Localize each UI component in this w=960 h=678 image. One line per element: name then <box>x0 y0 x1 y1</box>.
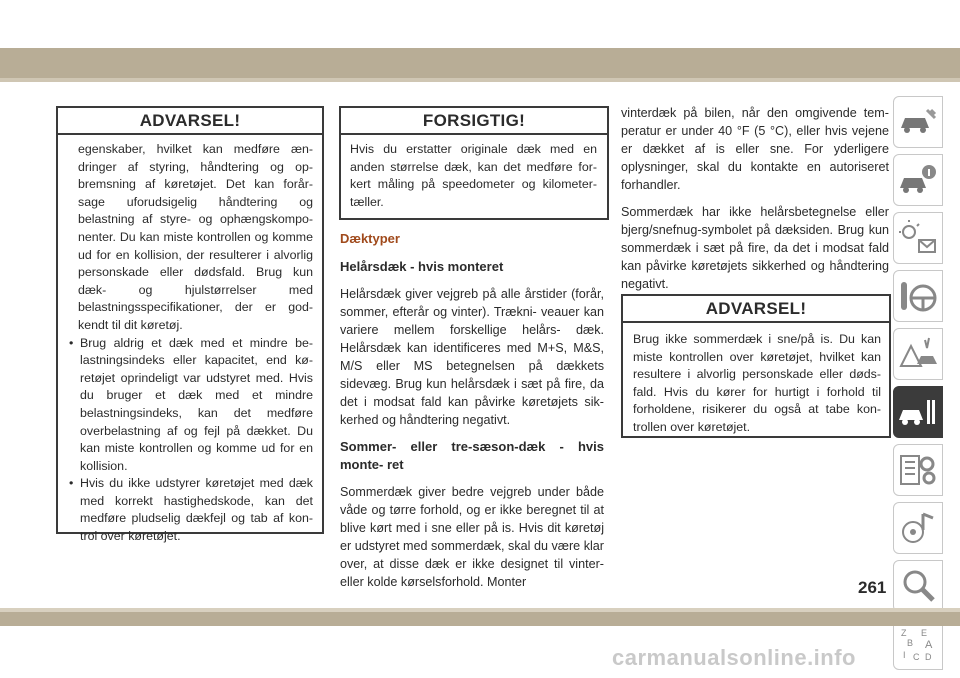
svg-text:A: A <box>925 639 933 651</box>
svg-text:Z: Z <box>901 628 907 638</box>
warning-title: ADVARSEL! <box>623 296 889 323</box>
tab-search[interactable] <box>893 560 943 612</box>
warning-body <box>58 135 322 552</box>
right-column <box>621 104 889 302</box>
tab-dashboard-lights[interactable] <box>893 212 943 264</box>
index-az-icon <box>897 624 939 664</box>
watermark: carmanualsonline.info <box>612 645 856 670</box>
svg-text:B: B <box>907 638 914 648</box>
svg-text:D: D <box>925 652 932 662</box>
warning-box-left <box>56 106 324 544</box>
paragraph-summer: Sommerdæk giver bedre vejgreb under både våde og tørre forhold, og er ikke beregnet til at blive kørt med i sne eller på is. Hvis dit køretøj er udstyret med sommerdæk, skal du være klar over, at disse dæk er ikke designet til vinter- eller kolde kørselsforhold. Monter <box>340 485 604 589</box>
warning-bullets <box>66 335 313 546</box>
section-heading: Dæktyper <box>340 231 400 246</box>
tab-steering[interactable] <box>893 270 943 322</box>
tab-multimedia[interactable] <box>893 502 943 554</box>
warning-bullet: • Hvis du ikke udstyrer køretøjet med dæk med korrekt hastighedskode, kan det medføre pludselig dækfejl og tab af kon- trol over køretøjet. <box>80 475 313 545</box>
top-band-stripe <box>0 78 960 82</box>
caution-box <box>339 106 609 220</box>
steering-wheel-icon <box>897 276 939 316</box>
warning-triangle-car-icon <box>897 334 939 374</box>
paragraph-summer-marking: Sommerdæk har ikke helårsbetegnelse eller bjerg/snefnug-symbolet på dæksiden. Brug kun sommerdæk i sæt på fire, da det i modsat fald kan påvirke køretøjets sikkerhed og håndtering negativt. <box>621 205 889 291</box>
warning-bullet: • Brug aldrig et dæk med et mindre be- lastningsindeks eller kapacitet, end kø- retøjet oprindeligt var udstyret med. Hvis du bruger et dæk med et mindre belastningsindeks, kan det medføre overbelastning af og fejl på dækket. Du kan miste kontrollen og komme ud for en kollision. <box>80 335 313 476</box>
warning-text: Brug ikke sommerdæk i sne/på is. Du kan miste kontrollen over køretøjet, hvilket kan resultere i alvorlig personskade eller døds- fald. Hvis du kører for hurtigt i forhold til forholdene, risikerer du også at tabe kon- trollen over køretøjet. <box>633 332 881 434</box>
bottom-band <box>0 612 960 626</box>
search-icon <box>897 566 939 606</box>
subheading-summer: Sommer- eller tre-sæson-dæk - hvis monte- ret <box>340 439 604 472</box>
car-wrench-icon <box>897 102 939 142</box>
car-info-icon <box>897 160 939 200</box>
warning-intro: egenskaber, hvilket kan medføre æn- dringer af styring, håndtering og op- bremsning af køretøjet. Det kan forår- sage uforudsigelig håndtering og belastning af styre- og ophængskompo- nenter. Du kan miste kontrollen og komme ud for en kollision, der resulterer i alvorlig personskade eller dødsfald. Brug kun dæk- og hjulstørrelser med belastningsspecifikationer, der er god- kendt til dit køretøj. <box>78 142 313 332</box>
tab-car-info[interactable] <box>893 154 943 206</box>
tab-car-wrench[interactable] <box>893 96 943 148</box>
svg-text:E: E <box>921 628 928 638</box>
subheading-all-season: Helårsdæk - hvis monteret <box>340 259 504 274</box>
paragraph-all-season: Helårsdæk giver vejgreb på alle årstider (forår, sommer, efterår og vinter). Trækni- veauer kan variere mellem forskellige helårs- dæk. Helårsdæk kan identificeres med M+S, M&S, M/S eller MS betegnelsen på dækkets sidevæg. Brug kun helårsdæk i sæt på fire, da det i modsat fald kan påvirke køretøjets sik- kerhed og håndtering negativt. <box>340 287 604 427</box>
caution-title: FORSIGTIG! <box>341 108 607 135</box>
multimedia-icon <box>897 508 939 548</box>
paragraph-winter: vinterdæk på bilen, når den omgivende tem- peratur er under 40 °F (5 °C), eller hvis vejene er dækket af is eller sne. For yderligere oplysninger, skal du kontakte en autoriseret forhandler. <box>621 106 889 192</box>
specs-gears-icon <box>897 450 939 490</box>
caution-text: Hvis du erstatter originale dæk med en anden størrelse dæk, kan det medføre for- kert måling på speedometer og kilometer- tæller. <box>350 142 597 209</box>
tab-warning-car[interactable] <box>893 328 943 380</box>
svg-text:C: C <box>913 652 920 662</box>
car-tools-icon <box>897 392 939 432</box>
tab-car-tools[interactable] <box>893 386 943 438</box>
chapter-tabs <box>893 96 943 676</box>
page-number: 261 <box>858 578 887 597</box>
warning-title: ADVARSEL! <box>58 108 322 135</box>
middle-column <box>340 226 604 600</box>
tab-specs[interactable] <box>893 444 943 496</box>
top-band <box>0 48 960 78</box>
warning-box-right <box>621 294 891 438</box>
dashboard-lights-icon <box>897 218 939 258</box>
svg-text:I: I <box>903 650 906 660</box>
